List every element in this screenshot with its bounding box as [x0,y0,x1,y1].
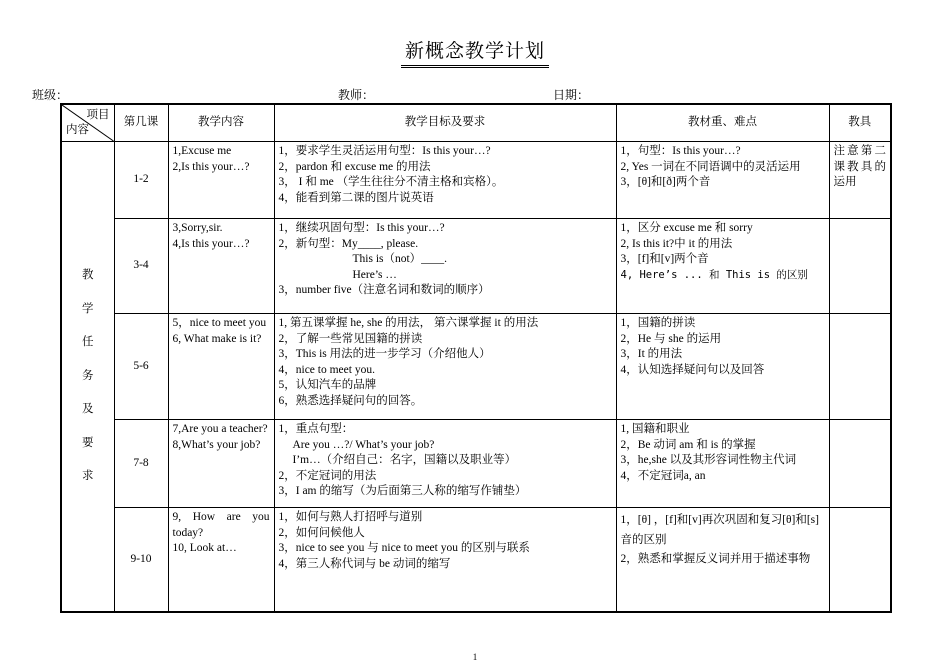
lesson-content: 3,Sorry,sir. 4,Is this your…? [168,219,274,314]
table-row [61,142,891,219]
lesson-tools [829,508,891,612]
teacher-label: 教师： [338,88,375,102]
class-label: 班级： [32,88,69,102]
lesson-tools [829,219,891,314]
lesson-tools: 注意第二课教具的运用 [829,142,891,219]
lesson-tools [829,420,891,508]
header-tools: 教具 [829,104,891,142]
table-row [61,420,891,508]
table-row [61,508,891,612]
lesson-key-points: 1，国籍的拼读 2，He 与 she 的运用 3，It 的用法 4，认知选择疑问句以及回答 [616,314,829,420]
lesson-number: 3-4 [114,219,168,314]
lesson-content: 9, How are you today? 10, Look at… [168,508,274,612]
document-title: 新概念教学计划 [0,36,950,68]
corner-header-cell: 项目 内容 [61,104,114,142]
lesson-number: 5-6 [114,314,168,420]
header-content: 教学内容 [168,104,274,142]
table-row [61,219,891,314]
lesson-key-points: 1，[θ] ，[f]和[v]再次巩固和复习[θ]和[s]音的区别 2，熟悉和掌握反义词并用于描述事物 [616,508,829,612]
lesson-goals: 1，如何与熟人打招呼与道别 2，如何问候他人 3，nice to see you 与 nice to meet you 的区别与联系 4，第三人称代词与 be 动词的缩写 [274,508,616,612]
lesson-plan-table [60,103,892,613]
lesson-content: 7,Are you a teacher? 8,What’s your job? [168,420,274,508]
lesson-number: 7-8 [114,420,168,508]
lesson-key-points: 1, 国籍和职业 2，Be 动词 am 和 is 的掌握 3，he,she 以及其形容词性物主代词 4，不定冠词a, an [616,420,829,508]
date-label: 日期： [553,88,590,102]
lesson-number: 1-2 [114,142,168,219]
lesson-key-points: 1，区分 excuse me 和 sorry 2, Is this it?中 it 的用法 3，[f]和[v]两个音 4, Here’s ... 和 This is 的区别 [616,219,829,314]
lesson-goals: 1，要求学生灵活运用句型：Is this your…? 2，pardon 和 excuse me 的用法 3， I 和 me （学生往往分不清主格和宾格）。 4，能看到第二课的图片说英语 [274,142,616,219]
lesson-tools [829,314,891,420]
lesson-key-points: 1，句型：Is this your…? 2, Yes 一词在不同语调中的灵活运用 3，[θ]和[ð]两个音 [616,142,829,219]
lesson-content: 5，nice to meet you 6, What make is it? [168,314,274,420]
table-row [61,314,891,420]
table-header-row [61,104,891,142]
header-key-points: 教材重、难点 [616,104,829,142]
lesson-goals: 1，重点句型： Are you …?/ What’s your job? I’m…（介绍自己：名字，国籍以及职业等） 2，不定冠词的用法 3，I am 的缩写（为后面第三人称的缩写作铺垫） [274,420,616,508]
lesson-number: 9-10 [114,508,168,612]
side-label-cell: 教 学 任 务 及 要 求 [61,142,114,612]
lesson-goals: 1，继续巩固句型：Is this your…? 2，新句型：My____, please. This is（not）____. Here’s … 3，number five（注意名词和数词的顺序） [274,219,616,314]
header-goals: 教学目标及要求 [274,104,616,142]
page-number: 1 [472,652,478,662]
header-lesson: 第几课 [114,104,168,142]
lesson-content: 1,Excuse me 2,Is this your…? [168,142,274,219]
lesson-goals: 1, 第五课掌握 he, she 的用法， 第六课掌握 it 的用法 2，了解一些常见国籍的拼读 3，This is 用法的进一步学习（介绍他人） 4，nice to meet you. 5，认知汽车的品牌 6，熟悉选择疑问句的回答。 [274,314,616,420]
